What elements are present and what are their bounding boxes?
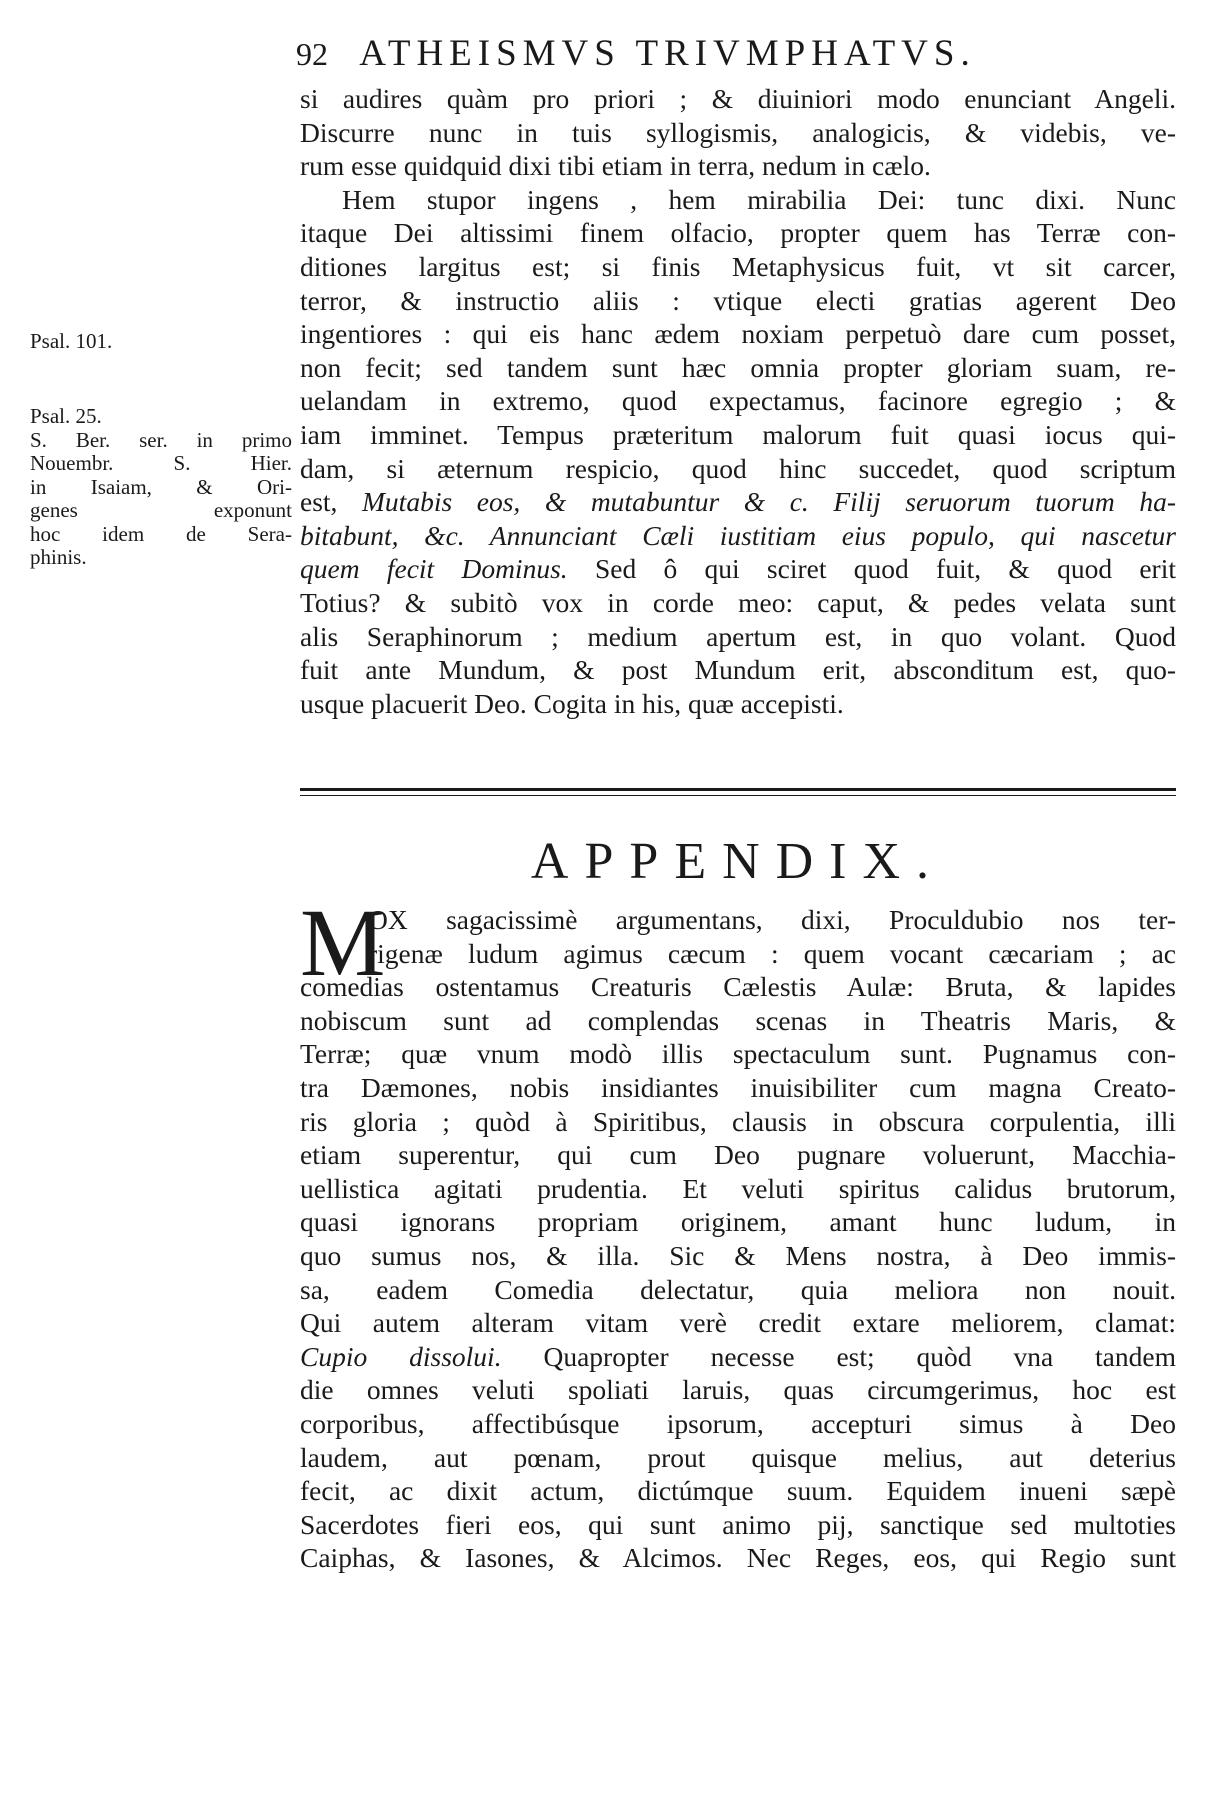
margin-note-line: Nouembr. S. Hier. [30, 451, 292, 475]
text-segment: Qui autem alteram vitam verè credit extare meliorem, clamat: [300, 1307, 1176, 1339]
text-line [300, 485, 1176, 519]
drop-cap: M [300, 889, 386, 996]
text-line [300, 1508, 1176, 1542]
text-line [300, 1407, 1176, 1441]
margin-note-line: in Isaiam, & Ori- [30, 474, 292, 499]
margin-note-line: phinis. [30, 545, 87, 569]
text-segment: Caiphas, & Iasones, & Alcimos. Nec Reges, eos, qui Regio sunt [300, 1542, 1176, 1574]
text-line [300, 250, 1176, 284]
text-line [300, 1306, 1176, 1340]
text-line [300, 1273, 1176, 1307]
text-line [300, 1105, 1176, 1139]
text-segment: rum esse quidquid dixi tibi etiam in terra, nedum in cælo. [300, 150, 931, 182]
margin-note-line: Psal. 101. [30, 329, 113, 353]
appendix-body-text [300, 903, 1176, 1575]
margin-note-line: Psal. 25. [30, 404, 102, 428]
text-segment: uelandam in extremo, quod expectamus, facinore egregio ; & [300, 385, 1176, 417]
text-segment: Totius? & subitò vox in corde meo: caput, & pedes velata sunt [300, 586, 1176, 618]
text-line [300, 1239, 1176, 1273]
text-segment: ris gloria ; quòd à Spiritibus, clausis in obscura corpulentia, illi [300, 1105, 1176, 1137]
text-segment: iam imminet. Tempus præteritum malorum fuit quasi iocus qui- [300, 418, 1176, 450]
text-line [300, 418, 1176, 452]
text-segment: terror, & instructio aliis : vtique electi gratias agerent Deo [300, 284, 1176, 316]
text-line [300, 1441, 1176, 1475]
text-segment: laudem, aut pœnam, prout quisque melius, aut deterius [300, 1441, 1176, 1473]
text-segment: alis Seraphinorum ; medium apertum est, in quo volant. Quod [300, 620, 1176, 652]
text-line [300, 1340, 1176, 1374]
text-line [300, 116, 1176, 150]
text-line [300, 384, 1176, 418]
text-segment: Quapropter necesse est; quòd vna tandem [501, 1340, 1176, 1372]
text-segment: est, [300, 486, 363, 518]
body-text-top [300, 82, 1176, 720]
text-line [300, 937, 1176, 971]
text-line [300, 351, 1176, 385]
text-segment: sa, eadem Comedia delectatur, quia meliora non nouit. [300, 1273, 1176, 1305]
text-line [300, 183, 1176, 217]
margin-note-line: genes exponunt [30, 498, 292, 522]
text-segment: OX sagacissimè argumentans, dixi, Proculdubio nos ter- [368, 904, 1176, 935]
text-segment: ingentiores : qui eis hanc ædem noxiam perpetuò dare cum posset, [300, 318, 1176, 350]
text-line [300, 317, 1176, 351]
text-line [300, 1205, 1176, 1239]
text-line [300, 1172, 1176, 1206]
text-segment: ditiones largitus est; si finis Metaphysicus fuit, vt sit carcer, [300, 250, 1176, 282]
margin-note-psalm-25 [30, 405, 292, 570]
text-segment: rigenæ ludum agimus cæcum : quem vocant cæcariam ; ac [368, 937, 1176, 969]
text-line [300, 687, 1176, 721]
italic-text: Mutabis eos, & mutabuntur & c. Filij seruorum tuorum ha- [362, 486, 1176, 518]
text-segment: itaque Dei altissimi finem olfacio, propter quem has Terræ con- [300, 217, 1176, 249]
margin-note-line: S. Ber. ser. in primo [30, 427, 292, 452]
text-segment: non fecit; sed tandem sunt hæc omnia propter gloriam suam, re- [300, 351, 1176, 383]
text-line [300, 620, 1176, 654]
text-segment: etiam superentur, qui cum Deo pugnare voluerunt, Macchia- [300, 1139, 1176, 1171]
italic-text: quem fecit Dominus. [300, 553, 568, 585]
text-line [300, 149, 1176, 183]
text-line [300, 1541, 1176, 1575]
page-number: 92 [296, 36, 328, 72]
text-segment: Hem stupor ingens , hem mirabilia Dei: tunc dixi. Nunc [342, 183, 1176, 215]
text-segment: Discurre nunc in tuis syllogismis, analogicis, & videbis, ve- [300, 116, 1176, 148]
text-line [300, 1373, 1176, 1407]
text-segment: fecit, ac dixit actum, dictúmque suum. Equidem inueni sæpè [300, 1475, 1176, 1507]
text-segment: die omnes veluti spoliati laruis, quas circumgerimus, hoc est [300, 1374, 1176, 1406]
section-divider-thin [300, 795, 1176, 796]
text-line [300, 519, 1176, 553]
running-header [296, 32, 1176, 82]
text-line [300, 216, 1176, 250]
margin-note-line: hoc idem de Sera- [30, 521, 292, 546]
text-line [300, 552, 1176, 586]
text-line [300, 1037, 1176, 1071]
text-segment: si audires quàm pro priori ; & diuiniori modo enunciant Angeli. [300, 83, 1176, 114]
text-line [300, 1004, 1176, 1038]
text-segment: usque placuerit Deo. Cogita in his, quæ accepisti. [300, 687, 844, 719]
text-segment: dam, si æternum respicio, quod hinc succedet, quod scriptum [300, 452, 1176, 484]
text-line [300, 452, 1176, 486]
text-segment: tra Dæmones, nobis insidiantes inuisibiliter cum magna Creato- [300, 1071, 1176, 1103]
text-line [300, 1138, 1176, 1172]
text-line [300, 82, 1176, 116]
text-segment: comedias ostentamus Creaturis Cælestis Aulæ: Bruta, & lapides [300, 971, 1176, 1003]
section-divider-thick [300, 788, 1176, 791]
text-segment: uellistica agitati prudentia. Et veluti spiritus calidus brutorum, [300, 1172, 1176, 1204]
text-line [300, 586, 1176, 620]
margin-note-psalm-101 [30, 330, 292, 354]
text-line [300, 653, 1176, 687]
text-segment: Sacerdotes fieri eos, qui sunt animo pij, sanctique sed multoties [300, 1508, 1176, 1540]
text-line [300, 284, 1176, 318]
text-segment: quasi ignorans propriam originem, amant hunc ludum, in [300, 1206, 1176, 1238]
italic-text: Cupio dissolui. [300, 1340, 502, 1372]
text-segment: Sed ô qui sciret quod fuit, & quod erit [567, 553, 1176, 585]
appendix-heading: APPENDIX. [530, 833, 946, 890]
text-line [300, 1071, 1176, 1105]
text-line [300, 903, 1176, 937]
italic-text: bitabunt, &c. Annunciant Cæli iustitiam eius populo, qui nascetur [300, 519, 1176, 551]
text-segment: nobiscum sunt ad complendas scenas in Theatris Maris, & [300, 1004, 1176, 1036]
text-segment: quo sumus nos, & illa. Sic & Mens nostra, à Deo immis- [300, 1239, 1176, 1271]
running-title: ATHEISMVS TRIVMPHATVS. [359, 33, 976, 74]
text-line [300, 1474, 1176, 1508]
text-line [300, 970, 1176, 1004]
text-segment: Terræ; quæ vnum modò illis spectaculum sunt. Pugnamus con- [300, 1038, 1176, 1070]
text-segment: corporibus, affectibúsque ipsorum, accepturi simus à Deo [300, 1407, 1176, 1439]
text-segment: fuit ante Mundum, & post Mundum erit, absconditum est, quo- [300, 654, 1176, 686]
